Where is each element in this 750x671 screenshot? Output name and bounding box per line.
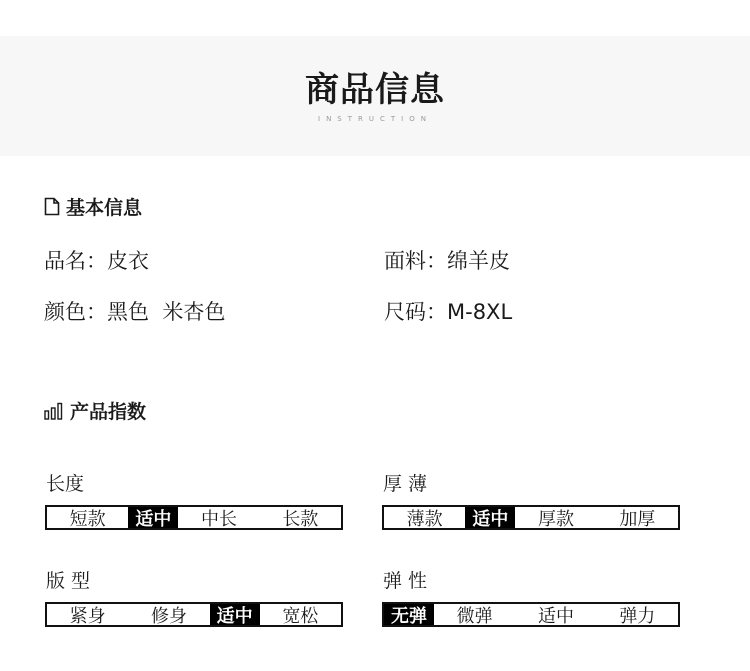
scale-option-selected: 适中 (465, 507, 515, 528)
scale-option: 紧身 (69, 605, 106, 627)
bar-chart-icon (44, 402, 64, 420)
scale-option: 中长 (200, 508, 237, 530)
scale-option: 微弹 (456, 605, 493, 627)
scale-option: 加厚 (619, 508, 656, 530)
page-title: 商品信息 (305, 70, 445, 110)
scale-option: 长款 (282, 508, 319, 530)
thickness-label: 厚 薄 (383, 473, 428, 495)
basic-info-heading (44, 193, 142, 220)
scale-option: 修身 (150, 605, 187, 627)
scale-option: 适中 (537, 605, 574, 627)
product-index-heading (44, 397, 146, 424)
scale-option-selected: 适中 (128, 507, 178, 528)
fit-label: 版 型 (46, 570, 91, 592)
scale-option-selected: 适中 (210, 604, 260, 625)
thickness-scale (382, 505, 680, 530)
product-index-title: 产品指数 (70, 401, 147, 423)
elasticity-label: 弹 性 (383, 570, 428, 592)
scale-option: 薄款 (406, 508, 443, 530)
fit-scale (45, 602, 343, 627)
length-label: 长度 (46, 473, 85, 495)
fabric: 面料：绵羊皮 (384, 249, 510, 273)
scale-option: 宽松 (282, 605, 319, 627)
document-icon (44, 197, 60, 216)
basic-info-title: 基本信息 (66, 197, 143, 219)
sizes: 尺码：M-8XL (384, 300, 513, 324)
page-subtitle: INSTRUCTION (318, 115, 432, 123)
scale-option: 弹力 (619, 605, 656, 627)
product-name: 品名：皮衣 (44, 249, 149, 273)
elasticity-scale (382, 602, 680, 627)
scale-option: 厚款 (537, 508, 574, 530)
scale-option: 短款 (69, 508, 106, 530)
length-scale (45, 505, 343, 530)
colors: 颜色：黑色 米杏色 (44, 300, 226, 324)
scale-option-selected: 无弹 (384, 604, 434, 625)
